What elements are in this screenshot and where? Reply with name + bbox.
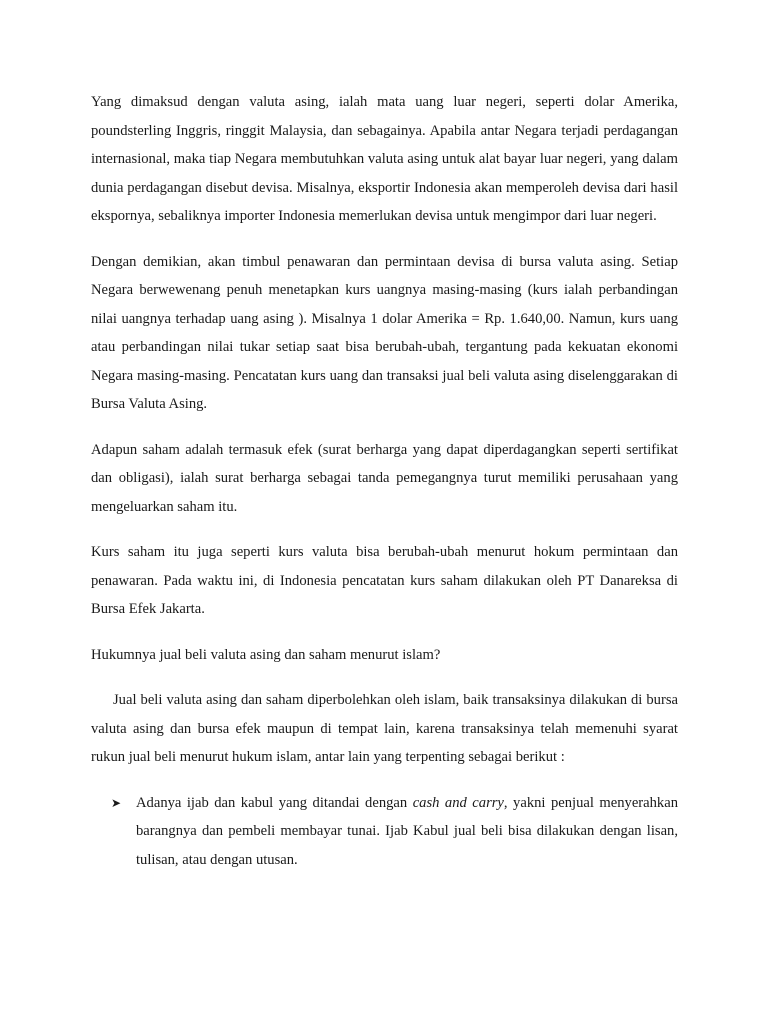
paragraph-kurs-saham: Kurs saham itu juga seperti kurs valuta bisa berubah-ubah menurut hokum permintaan dan penawaran. Pada waktu ini, di Indonesia pencatatan kurs saham dilakukan oleh PT Danareksa di Bursa Efek Jakarta. bbox=[91, 544, 678, 617]
bullet-text-after: , yakni penjual menyerahkan barangnya dan pembeli membayar tunai. Ijab Kabul jual beli bisa dilakukan dengan lisan, tulisan, atau dengan utusan. bbox=[136, 794, 679, 868]
paragraph-saham: Adapun saham adalah termasuk efek (surat berharga yang dapat diperdagangkan seperti sertifikat dan obligasi), ialah surat berharga sebagai tanda pemegangnya turut memiliki perusahaan yang mengeluarkan saham itu. bbox=[91, 441, 678, 515]
bullet-text-emphasis: cash and carry bbox=[412, 794, 504, 811]
question-heading: Hukumnya jual beli valuta asing dan saham menurut islam? bbox=[91, 646, 441, 663]
list-item bbox=[91, 789, 678, 875]
bullet-text-before: Adanya ijab dan kabul yang ditandai dengan bbox=[136, 794, 413, 811]
paragraph-valuta-asing: Yang dimaksud dengan valuta asing, ialah mata uang luar negeri, seperti dolar Amerika, poundsterling Inggris, ringgit Malaysia, dan sebagainya. Apabila antar Negara terjadi perdagangan internasional, maka tiap Negara membutuhkan valuta asing untuk alat bayar luar negeri, yang dalam dunia perdagangan disebut devisa. Misalnya, eksportir Indonesia akan memperoleh devisa dari hasil ekspornya, sebaliknya importer Indonesia memerlukan devisa untuk mengimpor dari luar negeri. bbox=[91, 94, 678, 224]
document-page bbox=[91, 88, 678, 874]
paragraph-kurs: Dengan demikian, akan timbul penawaran dan permintaan devisa di bursa valuta asing. Setiap Negara berwewenang penuh menetapkan kurs uangnya masing-masing (kurs ialah perbandingan nilai uangnya terhadap uang asing ). Misalnya 1 dolar Amerika = Rp. 1.640,00. Namun, kurs uang atau perbandingan nilai tukar setiap saat bisa berubah-ubah, tergantung pada kekuatan ekonomi Negara masing-masing. Pencatatan kurs uang dan transaksi jual beli valuta asing diselenggarakan di Bursa Valuta Asing. bbox=[91, 253, 678, 412]
arrow-bullet-icon: ➤ bbox=[111, 795, 122, 810]
answer-intro: Jual beli valuta asing dan saham diperbolehkan oleh islam, baik transaksinya dilakukan di bursa valuta asing dan bursa efek maupun di tempat lain, karena transaksinya telah memenuhi syarat rukun jual beli menurut hukum islam, antar lain yang terpenting sebagai berikut : bbox=[91, 692, 678, 765]
conditions-list bbox=[91, 789, 678, 875]
